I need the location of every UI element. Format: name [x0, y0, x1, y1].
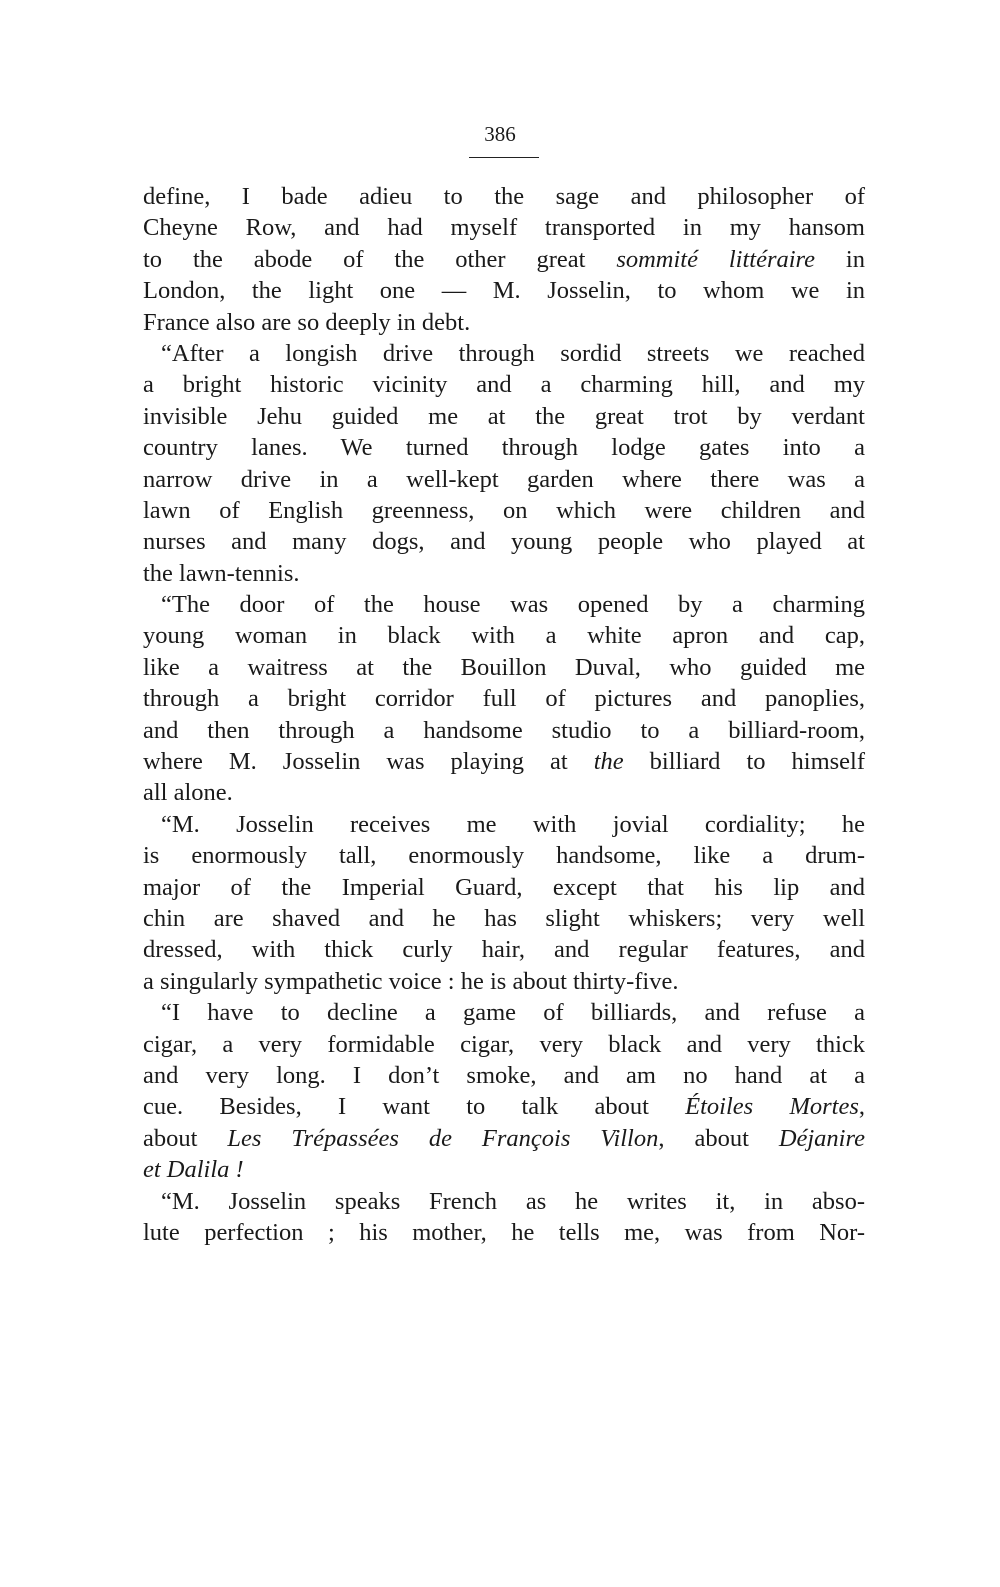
text-line [143, 401, 865, 432]
text-line [143, 746, 865, 777]
line-text: and then through a handsome studio to a billiard-room, [143, 716, 865, 744]
line-text: “M. Josselin speaks French as he writes it, in abso- [161, 1187, 865, 1215]
text-line [143, 338, 865, 369]
line-text: narrow drive in a well-kept garden where there was a [143, 465, 865, 493]
body-text [143, 181, 865, 1248]
text-line [143, 1091, 865, 1122]
line-text: to the abode of the other great [143, 245, 617, 273]
line-text: young woman in black with a white apron and cap, [143, 622, 865, 650]
italic-title-text: Les Trépassées de François Villon [227, 1124, 659, 1152]
line-text: France also are so deeply in debt. [143, 308, 471, 336]
line-text: where M. Josselin was playing at [143, 748, 594, 776]
text-line [143, 1060, 865, 1091]
line-text: country lanes. We turned through lodge gates into a [143, 434, 865, 462]
page-number-rule [469, 157, 539, 158]
text-line [143, 369, 865, 400]
text-line [143, 212, 865, 243]
line-text: cue. Besides, I want to talk about [143, 1093, 686, 1121]
text-line [143, 809, 865, 840]
text-line [143, 1217, 865, 1248]
text-line [143, 558, 865, 589]
line-text: define, I bade adieu to the sage and philosopher of [143, 183, 865, 210]
line-text: London, the light one — M. Josselin, to whom we in [143, 277, 865, 305]
text-line [143, 934, 865, 965]
italic-title-text: Étoiles Mortes [685, 1093, 859, 1121]
line-text: “The door of the house was opened by a charming [161, 591, 865, 619]
text-line [143, 872, 865, 903]
line-text: dressed, with thick curly hair, and regular features, and [143, 936, 865, 964]
line-text: Cheyne Row, and had myself transported in my hansom [143, 214, 865, 242]
page-number: 386 [484, 122, 516, 146]
text-line [143, 181, 865, 212]
line-text: all alone. [143, 779, 233, 807]
text-line [143, 1186, 865, 1217]
text-line [143, 997, 865, 1028]
line-text: lawn of English greenness, on which were children and [143, 496, 865, 524]
text-line [143, 966, 865, 997]
line-text: and very long. I don’t smoke, and am no hand at a [143, 1061, 865, 1089]
line-text: lute perfection ; his mother, he tells me, was from Nor- [143, 1218, 865, 1246]
text-line [143, 464, 865, 495]
text-line [143, 1154, 865, 1185]
line-text: “I have to decline a game of billiards, and refuse a [161, 999, 865, 1027]
line-text: through a bright corridor full of pictures and panoplies, [143, 685, 865, 713]
text-line [143, 526, 865, 557]
line-text: in [815, 245, 865, 273]
line-text: cigar, a very formidable cigar, very black and very thick [143, 1030, 865, 1058]
text-line [143, 1029, 865, 1060]
text-line [143, 432, 865, 463]
line-text: is enormously tall, enormously handsome, like a drum- [143, 842, 865, 870]
line-text: about [143, 1124, 228, 1152]
line-text: chin are shaved and he has slight whiskers; very well [143, 904, 865, 932]
text-line [143, 275, 865, 306]
italic-title-text: Déjanire [778, 1124, 865, 1152]
italic-title-text: the [593, 748, 624, 776]
text-line [143, 777, 865, 808]
text-line [143, 652, 865, 683]
italic-title-text: sommité littéraire [616, 245, 816, 273]
text-line [143, 495, 865, 526]
text-line [143, 244, 865, 275]
text-line [143, 683, 865, 714]
text-line [143, 589, 865, 620]
text-line [143, 307, 865, 338]
line-text: major of the Imperial Guard, except that his lip and [143, 873, 865, 901]
line-text: , about [658, 1124, 779, 1152]
italic-title-text: et Dalila ! [143, 1156, 244, 1184]
line-text: “After a longish drive through sordid streets we reached [161, 339, 865, 367]
text-line [143, 715, 865, 746]
text-line [143, 840, 865, 871]
line-text: the lawn-tennis. [143, 559, 300, 587]
line-text: invisible Jehu guided me at the great trot by verdant [143, 402, 865, 430]
line-text: like a waitress at the Bouillon Duval, who guided me [143, 653, 865, 681]
line-text: nurses and many dogs, and young people who played at [143, 528, 865, 556]
text-line [143, 1123, 865, 1154]
text-line [143, 903, 865, 934]
line-text: a bright historic vicinity and a charming hill, and my [143, 371, 865, 399]
line-text: , [858, 1093, 865, 1121]
line-text: “M. Josselin receives me with jovial cordiality; he [161, 810, 865, 838]
line-text: billiard to himself [623, 748, 866, 776]
text-line [143, 620, 865, 651]
line-text: a singularly sympathetic voice : he is about thirty-five. [143, 967, 679, 995]
